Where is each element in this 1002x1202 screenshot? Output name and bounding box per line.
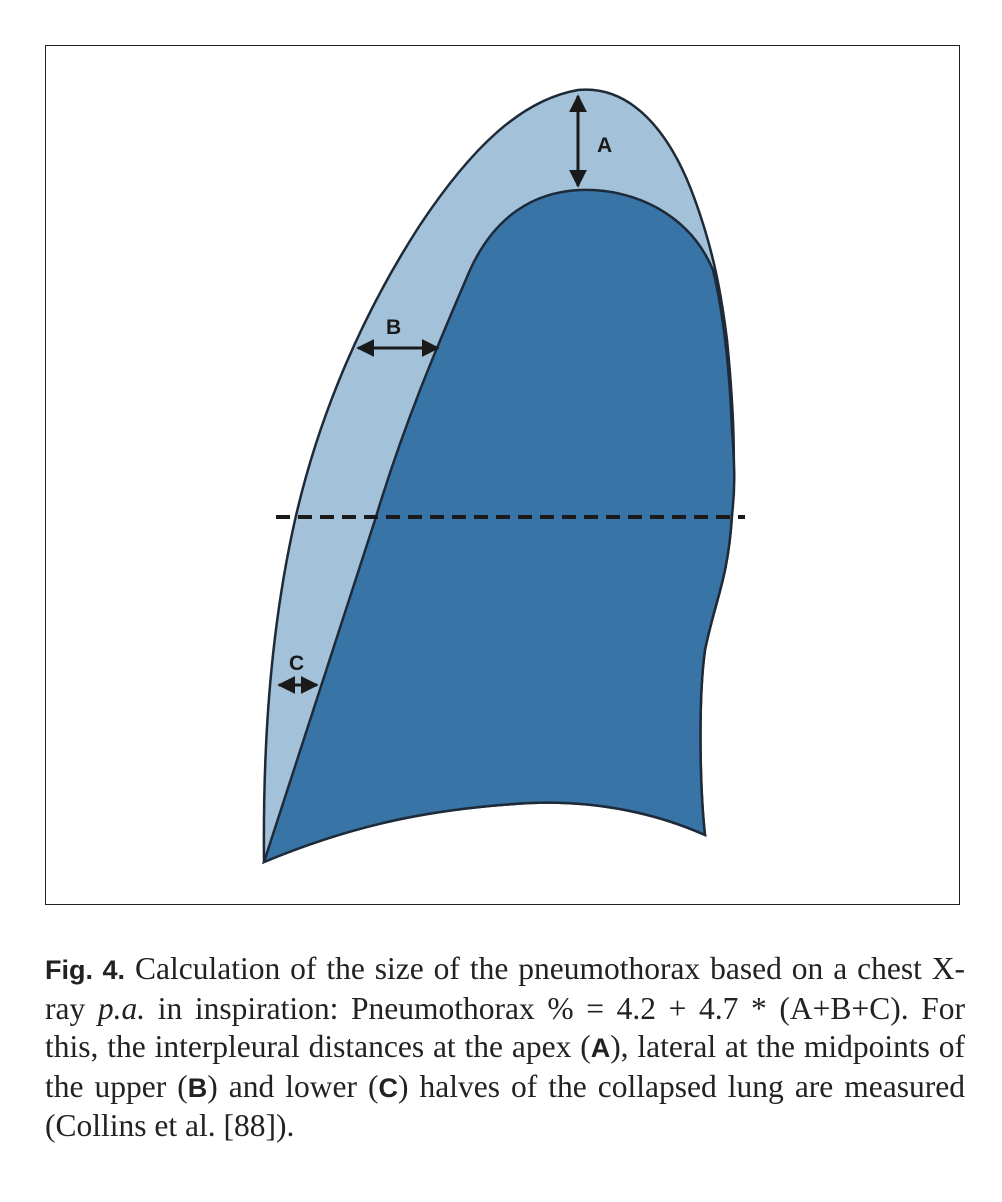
caption-text-4: ) and lower ( — [207, 1068, 379, 1104]
label-a: A — [597, 134, 613, 157]
figure-label: Fig. 4. — [45, 955, 126, 985]
label-c: C — [289, 652, 305, 675]
caption-bold-c: C — [378, 1072, 399, 1103]
caption-italic-pa: p.a. — [97, 990, 146, 1026]
label-b: B — [386, 316, 402, 339]
figure-caption — [45, 950, 965, 1146]
caption-text-3: ), lateral at the midpoints of the upper ( — [45, 1029, 965, 1104]
caption-bold-a: A — [590, 1033, 611, 1063]
caption-text-1: Calculation of the size of the pneumothorax based on a chest X-ray — [45, 951, 966, 1026]
caption-text-5: ) halves of the collapsed lung are measured (Collins et al. [88]). — [45, 1068, 965, 1143]
caption-text-2: in inspiration: Pneumothorax % = 4.2 + 4.7 * (A+B+C). For this, the interpleural distances at the apex ( — [45, 990, 965, 1064]
caption-bold-b: B — [187, 1072, 208, 1103]
